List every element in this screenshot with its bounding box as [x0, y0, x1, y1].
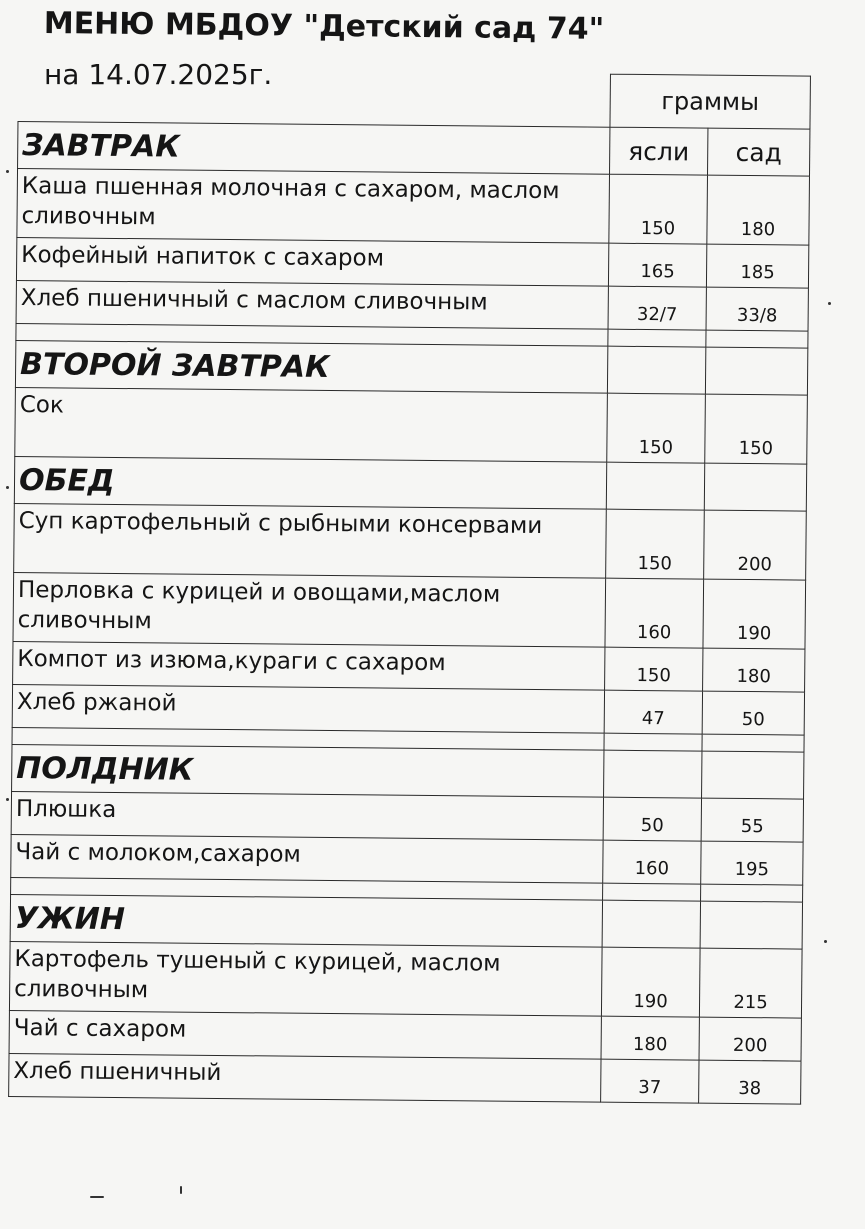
- table-row: [13, 572, 806, 649]
- nursery-grams: 190: [601, 947, 700, 1017]
- nursery-grams: 37: [601, 1059, 699, 1103]
- table-row: [9, 1053, 801, 1104]
- header-blank-cell: [18, 69, 610, 128]
- dish-name: Картофель тушеный с курицей, маслом сливочным: [9, 941, 602, 1016]
- section-title: ВТОРОЙ ЗАВТРАК: [15, 340, 607, 393]
- section-row-second-breakfast: [15, 340, 807, 395]
- dish-name: Перловка с курицей и овощами,маслом сливочным: [13, 572, 606, 647]
- scan-speck: [6, 486, 9, 489]
- nursery-grams: 150: [609, 174, 708, 244]
- scan-speck: [90, 1196, 104, 1198]
- nursery-column-header: ясли: [610, 127, 708, 175]
- dish-name: Плюшка: [11, 791, 603, 840]
- section-title: УЖИН: [10, 894, 602, 947]
- units-header-row: [18, 69, 810, 130]
- kindergarten-grams: 215: [699, 948, 802, 1018]
- section-title: ОБЕД: [14, 456, 606, 509]
- scan-speck: [6, 798, 9, 801]
- units-header: граммы: [610, 74, 810, 129]
- section-title: ПОЛДНИК: [12, 744, 604, 797]
- table-row: [15, 387, 808, 464]
- table-row: [9, 941, 802, 1018]
- table-row: [17, 169, 810, 246]
- kindergarten-column-header: сад: [708, 128, 810, 176]
- menu-title: МЕНЮ МБДОУ "Детский сад 74": [43, 6, 605, 47]
- section-row-lunch: [14, 456, 806, 511]
- kindergarten-grams: 200: [704, 510, 807, 580]
- section-title: ЗАВТРАК: [18, 122, 610, 175]
- table-row: [9, 1010, 801, 1061]
- table-row: [16, 237, 808, 288]
- dish-name: Компот из изюма,кураги с сахаром: [13, 641, 605, 690]
- menu-sheet: [8, 68, 828, 1156]
- table-row: [16, 280, 808, 331]
- kindergarten-grams: 38: [699, 1060, 801, 1104]
- nursery-grams: 47: [604, 690, 702, 734]
- kindergarten-grams: 180: [707, 175, 810, 245]
- nursery-grams: 32/7: [608, 286, 706, 330]
- kindergarten-grams: 195: [701, 841, 803, 885]
- kindergarten-grams: 185: [706, 244, 808, 288]
- dish-name: Хлеб ржаной: [12, 684, 604, 733]
- dish-name: Чай с сахаром: [9, 1010, 601, 1059]
- kindergarten-grams: 180: [703, 648, 805, 692]
- table-row: [11, 834, 803, 885]
- menu-table: [8, 68, 811, 1105]
- nursery-grams: 150: [605, 647, 703, 691]
- kindergarten-grams: 33/8: [706, 287, 808, 331]
- kindergarten-grams: 150: [705, 394, 808, 464]
- kindergarten-grams: 200: [699, 1017, 801, 1061]
- dish-name: Хлеб пшеничный: [9, 1053, 601, 1102]
- scan-speck: [180, 1186, 182, 1194]
- nursery-grams: 180: [601, 1016, 699, 1060]
- kindergarten-grams: 55: [701, 798, 803, 842]
- nursery-grams: 160: [603, 840, 701, 884]
- scan-speck: [824, 940, 827, 943]
- nursery-grams: 150: [607, 393, 706, 463]
- table-row: [12, 684, 804, 735]
- table-row: [13, 641, 805, 692]
- nursery-grams: 50: [603, 797, 701, 841]
- scan-speck: [6, 170, 9, 173]
- kindergarten-grams: 190: [703, 579, 806, 649]
- dish-name: Сок: [15, 387, 608, 462]
- table-row: [14, 503, 807, 580]
- dish-name: Чай с молоком,сахаром: [11, 834, 603, 883]
- nursery-grams: 165: [608, 243, 706, 287]
- nursery-grams: 160: [605, 578, 704, 648]
- dish-name: Кофейный напиток с сахаром: [16, 237, 608, 286]
- menu-date: на 14.07.2025г.: [44, 58, 273, 91]
- section-row-dinner: [10, 894, 802, 949]
- kindergarten-grams: 50: [702, 691, 804, 735]
- section-row-afternoon-snack: [12, 744, 804, 799]
- dish-name: Суп картофельный с рыбными консервами: [14, 503, 607, 578]
- scan-speck: [828, 302, 831, 305]
- dish-name: Каша пшенная молочная с сахаром, маслом сливочным: [17, 169, 610, 244]
- nursery-grams: 150: [606, 509, 705, 579]
- dish-name: Хлеб пшеничный с маслом сливочным: [16, 280, 608, 329]
- section-row-breakfast: [18, 122, 810, 177]
- table-row: [11, 791, 803, 842]
